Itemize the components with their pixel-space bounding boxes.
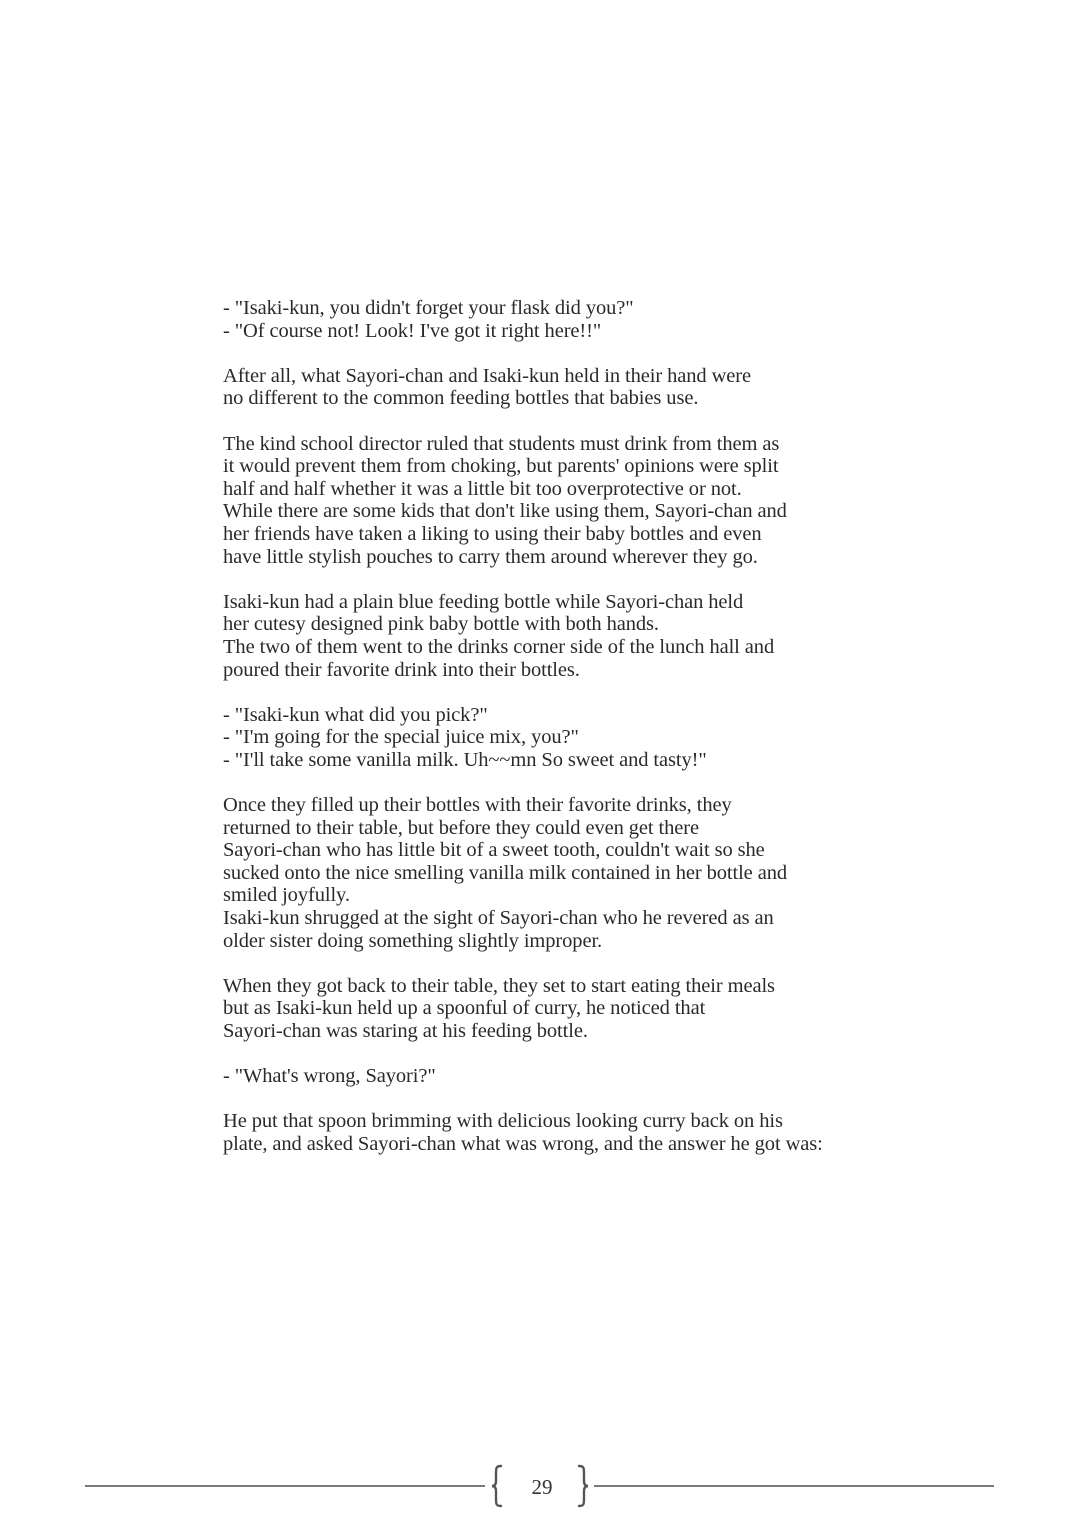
text-line: After all, what Sayori-chan and Isaki-kun held in their hand were [223,364,752,387]
paragraph [223,1110,923,1155]
text-line: smiled joyfully. [223,884,350,907]
text-line: - "I'm going for the special juice mix, you?" [223,726,579,749]
page-footer [0,1462,1080,1512]
text-line: her cutesy designed pink baby bottle with both hands. [223,613,659,636]
text-line: While there are some kids that don't like using them, Sayori-chan and [223,500,787,523]
paragraph [223,794,923,952]
footer-rule-left [85,1485,485,1487]
text-line: He put that spoon brimming with delicious looking curry back on his [223,1110,783,1133]
text-line: poured their favorite drink into their bottles. [223,658,580,681]
text-line: have little stylish pouches to carry them around wherever they go. [223,545,758,568]
paragraph [223,591,923,681]
left-brace-ornament [490,1464,504,1508]
paragraph [223,297,923,342]
text-line: The kind school director ruled that students must drink from them as [223,432,780,455]
text-line: it would prevent them from choking, but parents' opinions were split [223,455,779,478]
page-body-text [223,297,923,1178]
text-line: half and half whether it was a little bit too overprotective or not. [223,477,742,500]
paragraph [223,1065,923,1088]
text-line: returned to their table, but before they could even get there [223,816,700,839]
text-line: Isaki-kun shrugged at the sight of Sayori-chan who he revered as an [223,907,774,930]
text-line: plate, and asked Sayori-chan what was wrong, and the answer he got was: [223,1132,823,1155]
paragraph [223,365,923,410]
paragraph [223,704,923,772]
text-line: Once they filled up their bottles with their favorite drinks, they [223,794,732,817]
text-line: but as Isaki-kun held up a spoonful of curry, he noticed that [223,997,706,1020]
text-line: - "Isaki-kun, you didn't forget your flask did you?" [223,297,634,319]
footer-rule-right [594,1485,994,1487]
text-line: - "Isaki-kun what did you pick?" [223,703,488,726]
text-line: no different to the common feeding bottles that babies use. [223,387,699,410]
text-line: Isaki-kun had a plain blue feeding bottle while Sayori-chan held [223,590,744,613]
text-line: her friends have taken a liking to using their baby bottles and even [223,522,762,545]
text-line: - "What's wrong, Sayori?" [223,1065,436,1088]
paragraph [223,975,923,1043]
text-line: sucked onto the nice smelling vanilla milk contained in her bottle and [223,861,788,884]
text-line: Sayori-chan was staring at his feeding bottle. [223,1020,588,1042]
text-line: - "Of course not! Look! I've got it right here!!" [223,319,602,342]
text-line: older sister doing something slightly improper. [223,929,603,952]
text-line: Sayori-chan who has little bit of a sweet tooth, couldn't wait so she [223,839,765,862]
page-number: 29 [531,1475,553,1499]
text-line: - "I'll take some vanilla milk. Uh~~mn So sweet and tasty!" [223,748,707,771]
right-brace-ornament [576,1464,590,1508]
text-line: When they got back to their table, they set to start eating their meals [223,974,775,997]
text-line: The two of them went to the drinks corner side of the lunch hall and [223,635,775,658]
paragraph [223,433,923,569]
